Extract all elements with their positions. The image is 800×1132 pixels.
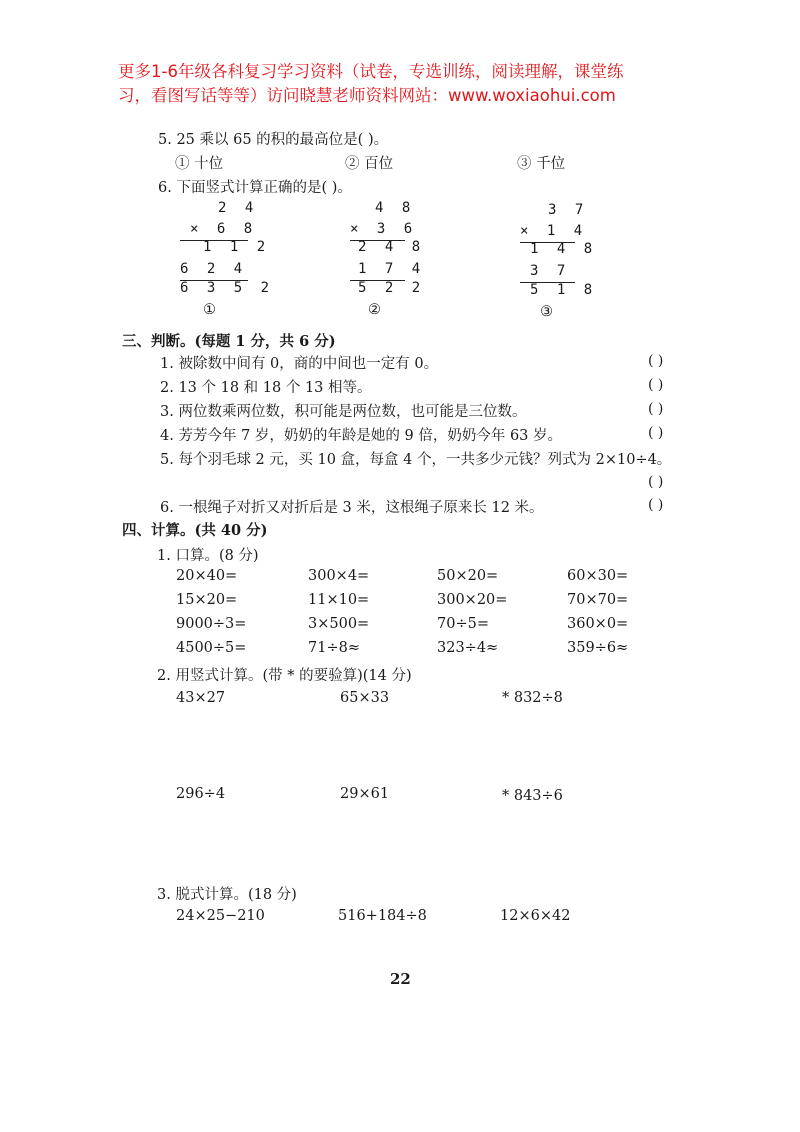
oral-calc-r1c4: 60×30= (567, 568, 629, 584)
calc-3-multiplicand: 3 7 (548, 202, 589, 218)
vertical-calc-2: 65×33 (340, 690, 390, 706)
q5-option-1: ① 十位 (175, 156, 224, 172)
oral-calc-r2c1: 15×20= (176, 592, 238, 608)
calc-2-partial-1: 2 4 8 (358, 239, 426, 255)
oral-calc-r3c4: 360×0= (567, 616, 629, 632)
oral-calc-r3c2: 3×500= (308, 616, 370, 632)
banner-line-2: 习，看图写话等等）访问晓慧老师资料网站：www.woxiaohui.com (118, 86, 616, 105)
judge-item-6: 6. 一根绳子对折又对折后是 3 米，这根绳子原来长 12 米。 (160, 500, 544, 516)
oral-calc-r2c4: 70×70= (567, 592, 629, 608)
calc-2-multiplicand: 4 8 (375, 200, 416, 216)
oral-calc-r4c3: 323÷4≈ (437, 640, 499, 656)
oral-calc-r2c2: 11×10= (308, 592, 370, 608)
oral-calc-r1c1: 20×40= (176, 568, 238, 584)
mixed-calc-2: 516+184÷8 (338, 908, 427, 924)
mixed-calc-1: 24×25−210 (176, 908, 265, 924)
oral-calc-r2c3: 300×20= (437, 592, 508, 608)
judge-answer-6[interactable]: ( ) (648, 497, 664, 513)
vertical-calc-1: 43×27 (176, 690, 226, 706)
judge-item-2: 2. 13 个 18 和 18 个 13 相等。 (160, 380, 372, 396)
calc-3-result: 5 1 8 (530, 282, 598, 298)
vertical-calc-4: 296÷4 (176, 786, 226, 802)
judge-item-3: 3. 两位数乘两位数，积可能是两位数，也可能是三位数。 (160, 404, 527, 420)
oral-calc-r4c1: 4500÷5= (176, 640, 247, 656)
judge-answer-4[interactable]: ( ) (648, 425, 664, 441)
calc-2-partial-2: 1 7 4 (358, 261, 426, 277)
judge-answer-3[interactable]: ( ) (648, 401, 664, 417)
judge-item-1: 1. 被除数中间有 0，商的中间也一定有 0。 (160, 356, 439, 372)
calc-2-result: 5 2 2 (358, 280, 426, 296)
judge-answer-2[interactable]: ( ) (648, 377, 664, 393)
oral-calc-r4c4: 359÷6≈ (567, 640, 629, 656)
section-3-title: 三、判断。(每题 1 分，共 6 分) (122, 333, 336, 350)
part-3-title: 3. 脱式计算。(18 分) (157, 887, 297, 903)
oral-calc-r3c1: 9000÷3= (176, 616, 247, 632)
calc-2-mark: ② (368, 302, 381, 318)
section-4-title: 四、计算。(共 40 分) (122, 522, 268, 539)
q5-option-3: ③ 千位 (517, 156, 566, 172)
page-number: 22 (390, 970, 411, 988)
calc-3-mark: ③ (540, 304, 553, 320)
oral-calc-r3c3: 70÷5= (437, 616, 489, 632)
calc-3-partial-2: 3 7 (530, 263, 571, 279)
calc-1-result: 6 3 5 2 (180, 280, 275, 296)
calc-1-multiplicand: 2 4 (218, 200, 259, 216)
banner-line-1: 更多1-6年级各科复习学习资料（试卷，专选训练，阅读理解，课堂练 (118, 62, 624, 81)
question-6: 6. 下面竖式计算正确的是( )。 (158, 180, 352, 196)
oral-calc-r1c2: 300×4= (308, 568, 370, 584)
calc-1-partial-1: 1 1 2 (203, 239, 271, 255)
judge-answer-5[interactable]: ( ) (648, 474, 664, 490)
part-2-title: 2. 用竖式计算。(带 * 的要验算)(14 分) (157, 668, 412, 684)
calc-3-multiplier: × 1 4 (520, 223, 588, 239)
calc-3-partial-1: 1 4 8 (530, 241, 598, 257)
mixed-calc-3: 12×6×42 (500, 908, 571, 924)
calc-1-partial-2: 6 2 4 (180, 261, 248, 277)
judge-answer-1[interactable]: ( ) (648, 353, 664, 369)
calc-1-mark: ① (203, 302, 216, 318)
calc-2-multiplier: × 3 6 (350, 221, 418, 237)
vertical-calc-5: 29×61 (340, 786, 390, 802)
question-5: 5. 25 乘以 65 的积的最高位是( )。 (158, 132, 389, 148)
judge-item-4: 4. 芳芳今年 7 岁，奶奶的年龄是她的 9 倍，奶奶今年 63 岁。 (160, 428, 562, 444)
part-1-title: 1. 口算。(8 分) (157, 548, 259, 564)
oral-calc-r4c2: 71÷8≈ (308, 640, 360, 656)
vertical-calc-6: * 843÷6 (502, 788, 563, 804)
oral-calc-r1c3: 50×20= (437, 568, 499, 584)
calc-1-multiplier: × 6 8 (190, 221, 258, 237)
q5-option-2: ② 百位 (345, 156, 394, 172)
vertical-calc-3: * 832÷8 (502, 690, 563, 706)
judge-item-5: 5. 每个羽毛球 2 元，买 10 盒，每盒 4 个，一共多少元钱？列式为 2×10÷4。 (160, 452, 672, 468)
